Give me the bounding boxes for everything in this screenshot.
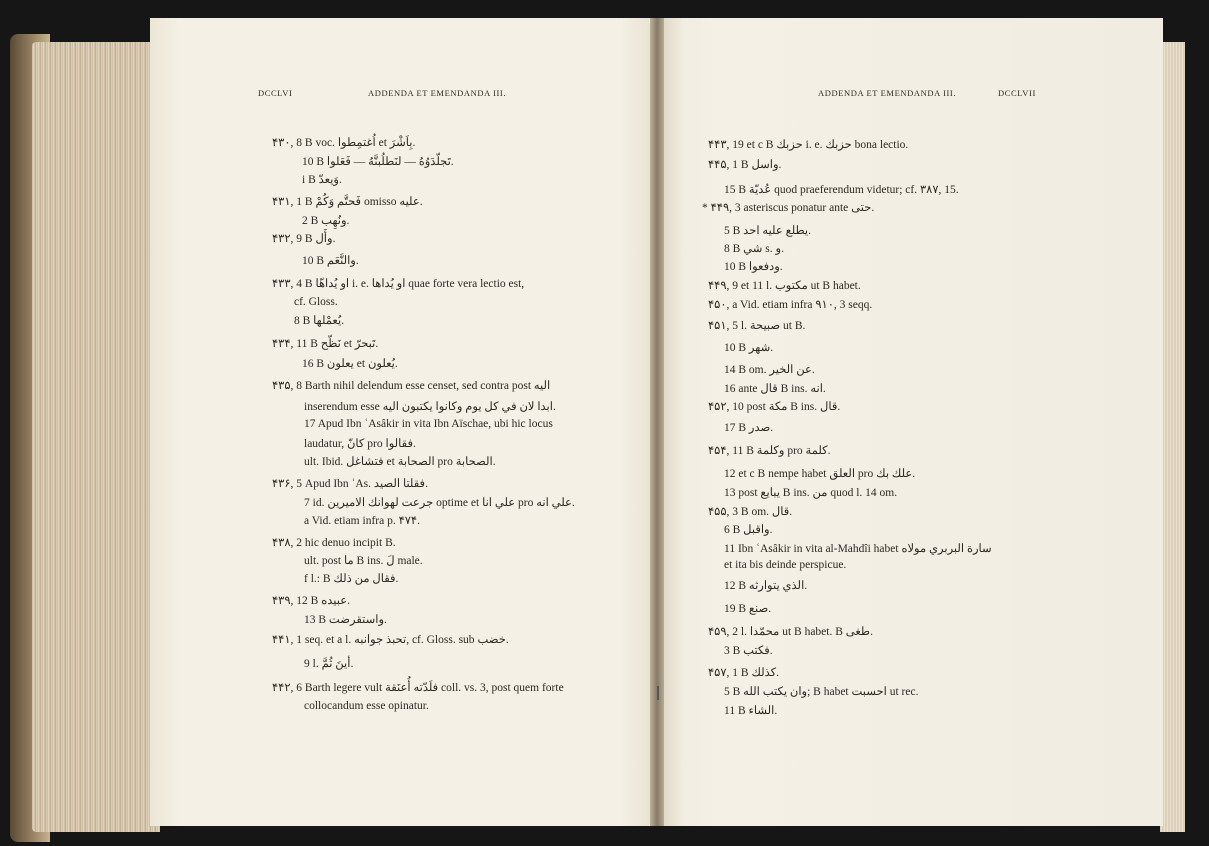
text-line: inserendum esse ابدا لان في كل يوم وكانوا يكتبون اليه. bbox=[304, 401, 556, 413]
text-line: collocandum esse opinatur. bbox=[304, 700, 429, 712]
text-line: 8 B شي s. و. bbox=[724, 243, 784, 255]
page-edges-left bbox=[32, 42, 160, 832]
text-line: 10 B شهر. bbox=[724, 342, 774, 354]
text-line: ۴۵۷, 1 B كذلك. bbox=[708, 667, 780, 679]
text-line: 3 B فكتب. bbox=[724, 645, 773, 657]
text-line: ۴۳۲, 9 B وأَل. bbox=[272, 233, 336, 245]
text-line: 2 B ونُهِب. bbox=[302, 215, 350, 227]
text-line: 5 B وان يكتب الله; B habet احسبت ut rec. bbox=[724, 686, 919, 698]
text-line: 10 B ودفعوا. bbox=[724, 261, 783, 273]
text-line: ۴۴۲, 6 Barth legere vult فلَدّته أُعنَقة coll. vs. 3, post quem forte bbox=[272, 682, 564, 694]
text-line: ۴۳۰, 8 B voc. اُغتمِطوا et بِاَشْرَ. bbox=[272, 137, 416, 149]
open-book bbox=[10, 12, 1200, 840]
text-line: a Vid. etiam infra p. ۴۷۴. bbox=[304, 515, 420, 527]
text-line: 17 B صدر. bbox=[724, 422, 774, 434]
text-line: 10 B تَجلّدَوُهُ — لنَطلُبنَّهُ — فَعَلوا. bbox=[302, 156, 454, 168]
text-line: f l.: B فقال من ذلك. bbox=[304, 573, 399, 585]
text-line: ۴۵۰, a Vid. etiam infra ۹۱۰, 3 seqq. bbox=[708, 299, 873, 311]
page-edges-right bbox=[1160, 42, 1185, 832]
text-line: ult. post ما B ins. لَ male. bbox=[304, 555, 423, 567]
text-line: 14 B om. عن الخير. bbox=[724, 364, 815, 376]
text-line: 10 B والنَّعَم. bbox=[302, 255, 359, 267]
text-line: 17 Apud Ibn ʿAsâkir in vita Ibn Aïschae, ubi hic locus bbox=[304, 418, 553, 430]
text-line: 19 B صنع. bbox=[724, 603, 772, 615]
text-line: ult. Ibid. فتشاغل et الصحابة pro الصحابة. bbox=[304, 456, 496, 468]
right-running-head: ADDENDA ET EMENDANDA III. bbox=[818, 88, 957, 98]
text-line: laudatur, كانّ pro فقالوا. bbox=[304, 438, 416, 450]
text-line: ۴۴۵, 1 B واسل. bbox=[708, 159, 782, 171]
text-line: 11 B الشاء. bbox=[724, 705, 778, 717]
text-line: 6 B واقبل. bbox=[724, 524, 773, 536]
left-running-head: ADDENDA ET EMENDANDA III. bbox=[368, 88, 507, 98]
text-line: ۴۳۸, 2 hic denuo incipit B. bbox=[272, 537, 396, 549]
text-line: ۴۳۱, 1 B فَحتَّم وَكُمْ omisso عليه. bbox=[272, 196, 423, 208]
text-line: ۴۴۳, 19 et c B حزبك i. e. حزبك bona lectio. bbox=[708, 139, 909, 151]
text-line: 13 B واستقرضت. bbox=[304, 614, 387, 626]
text-line: 7 id. جرعت لهوانك الاميرين optime et علي انا pro علي انه. bbox=[304, 497, 575, 509]
text-line: ۴۳۹, 12 B عبيده. bbox=[272, 595, 350, 607]
text-line: 5 B يطلع عليه احد. bbox=[724, 225, 812, 237]
text-line: ۴۳۳, 4 B او يُداهّا i. e. او يُداها quae forte vera lectio est, bbox=[272, 278, 525, 290]
text-line: ۴۵۹, 2 l. محمّدا ut B habet. B طغى. bbox=[708, 626, 873, 638]
text-line: cf. Gloss. bbox=[294, 296, 338, 308]
book-gutter bbox=[650, 18, 664, 826]
right-folio: DCCLVII bbox=[998, 88, 1036, 98]
text-line: i B وَيعدّ. bbox=[302, 174, 342, 186]
text-line: 16 ante قال B ins. انه. bbox=[724, 383, 826, 395]
text-line: 13 post يبايع B ins. من quod l. 14 om. bbox=[724, 487, 898, 499]
text-line: 12 et c B nempe habet العلق pro علك بك. bbox=[724, 468, 916, 480]
text-line: 15 B عُديّة quod praeferendum videtur; cf. ۳۸۷, 15. bbox=[724, 184, 959, 196]
text-line: 9 l. أينَ ثُمَّ. bbox=[304, 658, 354, 670]
text-line: 8 B يُعمْلها. bbox=[294, 315, 345, 327]
text-line: ۴۵۴, 11 B وكلمة pro كلمة. bbox=[708, 445, 831, 457]
text-line: 12 B الذي يتوارثه. bbox=[724, 580, 808, 592]
left-folio: DCCLVI bbox=[258, 88, 293, 98]
text-line: * ۴۴۹, 3 asteriscus ponatur ante حتى. bbox=[702, 202, 875, 214]
text-line: ۴۴۹, 9 et 11 l. مكتوب ut B habet. bbox=[708, 280, 861, 292]
text-line: 11 Ibn ʿAsâkir in vita al-Mahdîi habet سارة البربري مولاه bbox=[724, 543, 992, 555]
text-line: ۴۴۱, 1 seq. et a l. تحبذ جوانبه, cf. Gloss. sub خضب. bbox=[272, 634, 509, 646]
text-line: ۴۳۵, 8 Barth nihil delendum esse censet, sed contra post اليه bbox=[272, 380, 551, 392]
text-line: et ita bis deinde perspicue. bbox=[724, 559, 847, 571]
text-line: ۴۳۶, 5 Apud Ibn ʿAs. فقلتا الصيد. bbox=[272, 478, 428, 490]
text-line: ۴۳۴, 11 B نَظّح et تَبحرّ. bbox=[272, 338, 379, 350]
text-line: ۴۵۲, 10 post مكة B ins. قال. bbox=[708, 401, 841, 413]
text-line: ۴۵۱, 5 l. صبيحة ut B. bbox=[708, 320, 806, 332]
text-line: ۴۵۵, 3 B om. قال. bbox=[708, 506, 793, 518]
margin-mark bbox=[657, 686, 659, 700]
text-line: 16 B يعلون et يُعلون. bbox=[302, 358, 398, 370]
